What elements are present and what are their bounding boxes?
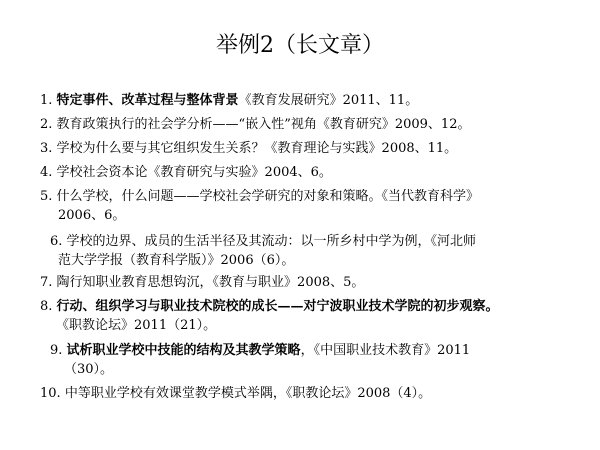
- item-number: 10.: [40, 386, 61, 401]
- slide-title: 举例2（长文章）: [216, 33, 384, 58]
- list-item-4: [40, 163, 332, 182]
- item-number: 6.: [50, 234, 63, 249]
- item-continuation: 《职教论坛》2011（21）。: [56, 318, 217, 333]
- item-text: 教育政策执行的社会学分析——“嵌入性”视角《教育研究》2009、12。: [56, 117, 471, 132]
- item-number: 4.: [40, 165, 53, 180]
- item-continuation: 2006、6。: [58, 208, 126, 223]
- list-item-2: [40, 115, 470, 134]
- item-number: 9.: [50, 343, 63, 358]
- item-bold-title: 特定事件、改革过程与整体背景: [56, 93, 239, 108]
- list-item-1: [40, 91, 418, 110]
- item-source: ，《中国职业技术教育》2011: [300, 343, 471, 358]
- item-number: 3.: [40, 141, 53, 156]
- item-text: 什么学校，什么问题——学校社会学研究的对象和策略。《当代教育科学》: [56, 189, 480, 204]
- item-bold-title: 试析职业学校中技能的结构及其教学策略: [66, 343, 301, 358]
- list-item-10: [40, 384, 431, 403]
- list-item-5: [40, 187, 479, 225]
- item-number: 2.: [40, 117, 53, 132]
- list-item-3: [40, 139, 457, 158]
- item-text: 学校为什么要与其它组织发生关系？《教育理论与实践》2008、11。: [56, 141, 458, 156]
- item-text: 陶行知职业教育思想钩沉，《教育与职业》2008、5。: [56, 275, 365, 290]
- item-number: 5.: [40, 189, 53, 204]
- item-number: 7.: [40, 275, 53, 290]
- item-continuation: （30）。: [64, 362, 114, 377]
- item-text: 中等职业学校有效课堂教学模式举隅，《职教论坛》2008（4）。: [64, 386, 432, 401]
- list-item-6: [50, 232, 476, 270]
- item-text: 学校的边界、成员的生活半径及其流动：以一所乡村中学为例，《河北师: [66, 234, 477, 249]
- item-continuation: 范大学学报（教育科学版）》2006（6）。: [58, 253, 295, 268]
- item-number: 1.: [40, 93, 53, 108]
- list-item-8: [40, 297, 499, 335]
- item-text: 学校社会资本论《教育研究与实验》2004、6。: [56, 165, 332, 180]
- item-number: 8.: [40, 299, 53, 314]
- item-bold-title: 行动、组织学习与职业技术院校的成长——对宁波职业技术学院的初步观察。: [56, 299, 499, 314]
- list-item-7: [40, 273, 364, 292]
- item-source: 《教育发展研究》2011、11。: [238, 93, 419, 108]
- list-item-9: [50, 341, 470, 379]
